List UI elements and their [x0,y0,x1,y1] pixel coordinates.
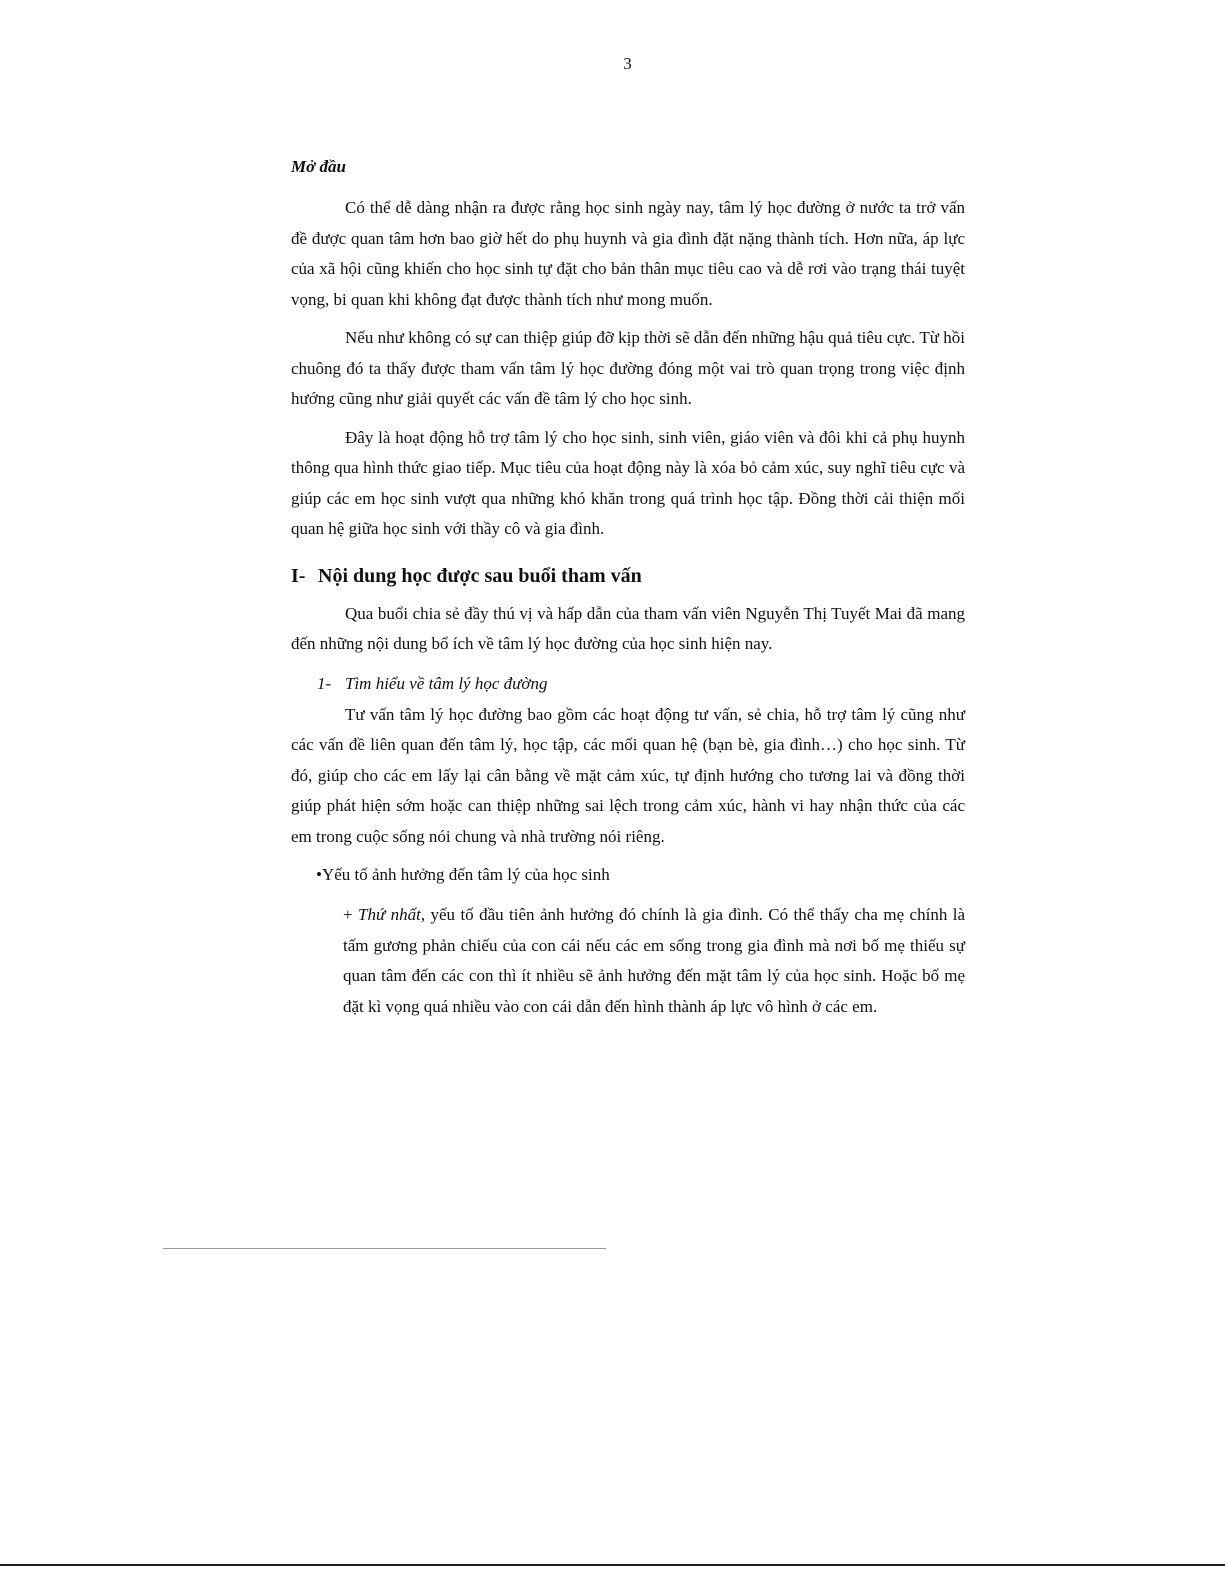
factor-text: , yếu tố đầu tiên ảnh hưởng đó chính là gia đình. Có thể thấy cha mẹ chính là tấm gương phản chiếu của con cái nếu các em sống trong gia đình mà nơi bố mẹ thiếu sự quan tâm đến các con thì ít nhiều sẽ ảnh hưởng đến mặt tâm lý của học sinh. Hoặc bố mẹ đặt kì vọng quá nhiều vào con cái dẫn đến hình thành áp lực vô hình ở các em. [343,905,965,1016]
subsection-title: Tìm hiểu về tâm lý học đường [345,673,548,693]
subsection-number: 1- [317,673,332,693]
intro-heading: Mở đầu [291,157,346,176]
section-heading [291,559,965,593]
page-bottom-border [0,1564,1225,1566]
page-number: 3 [623,54,632,73]
factor-prefix: + [343,905,358,924]
subsection-heading [317,668,965,700]
document-body [291,152,965,1022]
intro-paragraph-3: Đây là hoạt động hỗ trợ tâm lý cho học sinh, sinh viên, giáo viên và đôi khi cả phụ huynh thông qua hình thức giao tiếp. Mục tiêu của hoạt động này là xóa bỏ cảm xúc, suy nghĩ tiêu cực và giúp các em học sinh vượt qua những khó khăn trong quá trình học tập. Đồng thời cải thiện mối quan hệ giữa học sinh với thầy cô và gia đình. [291,427,965,538]
section-number: I- [291,564,306,587]
section-title: Nội dung học được sau buổi tham vấn [318,564,642,587]
factor-emphasis: Thứ nhất [358,905,421,924]
intro-paragraph-1: Có thể dễ dàng nhận ra được rằng học sinh ngày nay, tâm lý học đường ở nước ta trở vấn đề được quan tâm hơn bao giờ hết do phụ huynh và gia đình đặt nặng thành tích. Hơn nữa, áp lực của xã hội cũng khiến cho học sinh tự đặt cho bản thân mục tiêu cao và dễ rơi vào trạng thái tuyệt vọng, bi quan khi không đạt được thành tích như mong muốn. [291,198,965,309]
section-paragraph: Qua buổi chia sẻ đầy thú vị và hấp dẫn của tham vấn viên Nguyễn Thị Tuyết Mai đã mang đến những nội dung bổ ích về tâm lý học đường của học sinh hiện nay. [291,603,965,653]
factor-paragraph [343,900,965,1022]
subsection-paragraph: Tư vấn tâm lý học đường bao gồm các hoạt động tư vấn, sẻ chia, hỗ trợ tâm lý cũng như các vấn đề liên quan đến tâm lý, học tập, các mối quan hệ (bạn bè, gia đình…) cho học sinh. Từ đó, giúp cho các em lấy lại cân bằng về mặt cảm xúc, tự định hướng cho tương lai và đồng thời giúp phát hiện sớm hoặc can thiệp những sai lệch trong cảm xúc, hành vi hay nhận thức của các em trong cuộc sống nói chung và nhà trường nói riêng. [291,704,965,846]
footnote-separator [163,1248,606,1249]
intro-paragraph-2: Nếu như không có sự can thiệp giúp đỡ kịp thời sẽ dẫn đến những hậu quả tiêu cực. Từ hồi chuông đó ta thấy được tham vấn tâm lý học đường đóng một vai trò quan trọng trong việc định hướng cũng như giải quyết các vấn đề tâm lý cho học sinh. [291,328,965,408]
bullet-item: •Yếu tố ảnh hưởng đến tâm lý của học sinh [316,865,610,884]
